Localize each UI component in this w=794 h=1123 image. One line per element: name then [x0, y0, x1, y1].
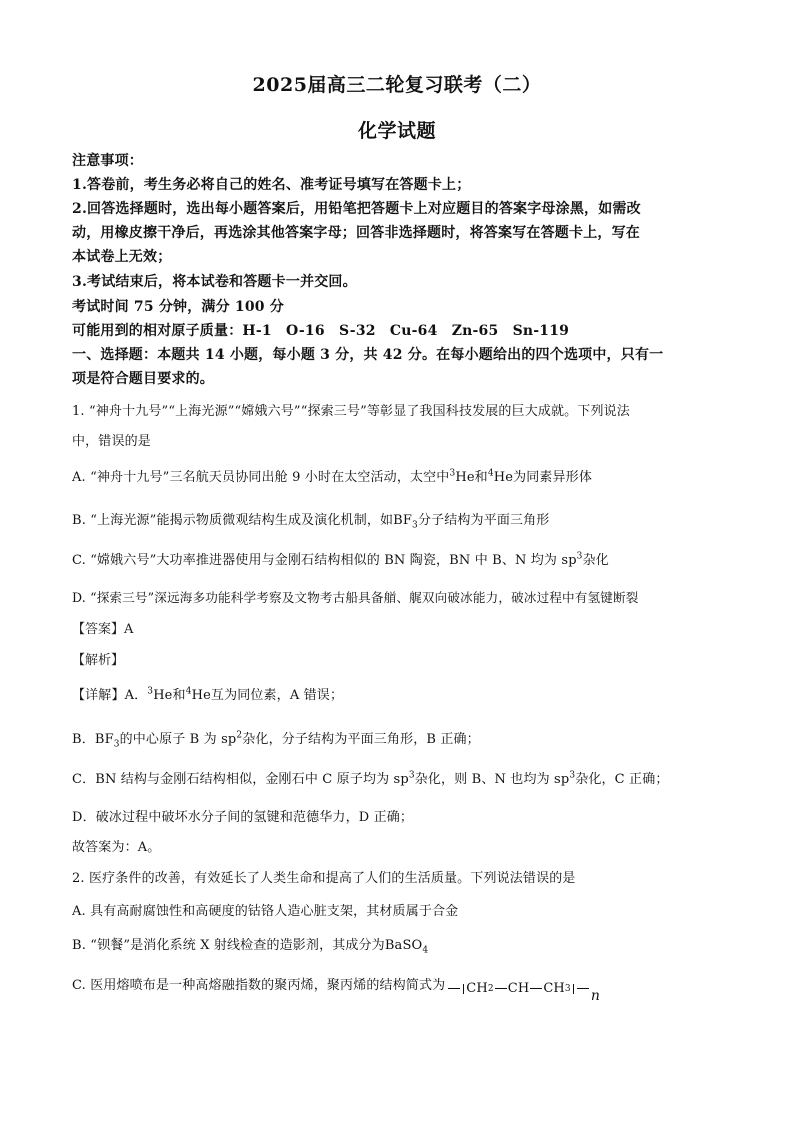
q1-conclusion: 故答案为：A。: [72, 840, 161, 855]
polypropylene-formula: CH 2 CH CH 3 n: [447, 981, 600, 997]
q2-option-c: C. 医用熔喷布是一种高熔融指数的聚丙烯，聚丙烯的结构简式为 CH 2 CH CH 3 n: [72, 978, 600, 1004]
notice-line-1: 1.答卷前，考生务必将自己的姓名、准考证号填写在答题卡上；: [72, 177, 471, 193]
q1-stem-a: 1. “神舟十九号”“上海光源”“嫦娥六号”“探索三号”等彰显了我国科技发展的巨大成就。下列说法: [72, 404, 630, 419]
exam-time: 考试时间 75 分钟，满分 100 分: [72, 299, 285, 315]
notice-line-2b: 动，用橡皮擦干净后，再选涂其他答案字母；回答非选择题时，将答案写在答题卡上，写在: [72, 225, 640, 241]
q2-option-b: B. “钡餐”是消化系统 X 射线检查的造影剂，其成分为BaSO$_4$: [72, 938, 429, 956]
notice-line-2a: 2.回答选择题时，选出每小题答案后，用铅笔把答题卡上对应题目的答案字母涂黑，如需改: [72, 201, 641, 217]
q1-analysis-label: 【解析】: [72, 653, 125, 668]
q2-stem: 2. 医疗条件的改善，有效延长了人类生命和提高了人们的生活质量。下列说法错误的是: [72, 871, 576, 886]
atomic-masses: 可能用到的相对原子质量：H-1 O-16 S-32 Cu-64 Zn-65 Sn-119: [72, 323, 570, 339]
q1-option-c: C. “嫦娥六号”大功率推进器使用与金刚石结构相似的 BN 陶瓷，BN 中 B、N 均为 $sp^3$杂化: [72, 551, 609, 568]
q2-option-a: A. 具有高耐腐蚀性和高硬度的钴铬人造心脏支架，其材质属于合金: [72, 904, 459, 919]
q1-detail-b: B．$BF_3$的中心原子 B 为 $sp^2$杂化，分子结构为平面三角形，B 正确；: [72, 730, 480, 750]
notice-line-3: 3.考试结束后，将本试卷和答题卡一并交回。: [72, 274, 357, 290]
q1-detail-a: 【详解】A．$^3$He和$^4$He互为同位素，A 错误；: [72, 686, 344, 703]
q1-option-a: A. “神舟十九号”三名航天员协同出舱 9 小时在太空活动，太空中$^3$He和$^4$He为同素异形体: [72, 468, 592, 485]
section-heading-b: 项是符合题目要求的。: [72, 371, 214, 387]
q1-option-b: B. “上海光源”能揭示物质微观结构生成及演化机制，如$BF_3$分子结构为平面三角形: [72, 513, 550, 531]
q1-option-d: D. “探索三号”深远海多功能科学考察及文物考古船具备艏、艉双向破冰能力，破冰过程中有氢键断裂: [72, 590, 639, 605]
q1-detail-d: D．破冰过程中破坏水分子间的氢键和范德华力，D 正确；: [72, 810, 414, 825]
page-title: 2025届高三二轮复习联考（二）: [252, 74, 542, 96]
q1-stem-b: 中，错误的是: [72, 434, 151, 449]
q1-answer: 【答案】A: [72, 622, 134, 637]
section-heading-a: 一、选择题：本题共 14 小题，每小题 3 分，共 42 分。在每小题给出的四个选项中，只有一: [72, 347, 664, 363]
page-subtitle: 化学试题: [357, 120, 436, 142]
notice-heading: 注意事项：: [72, 153, 143, 169]
notice-line-2c: 本试卷上无效；: [72, 249, 172, 265]
q1-detail-c: C．BN 结构与金刚石结构相似，金刚石中 C 原子均为 $sp^3$杂化，则 B、N 也均为 $sp^3$杂化，C 正确；: [72, 770, 669, 787]
